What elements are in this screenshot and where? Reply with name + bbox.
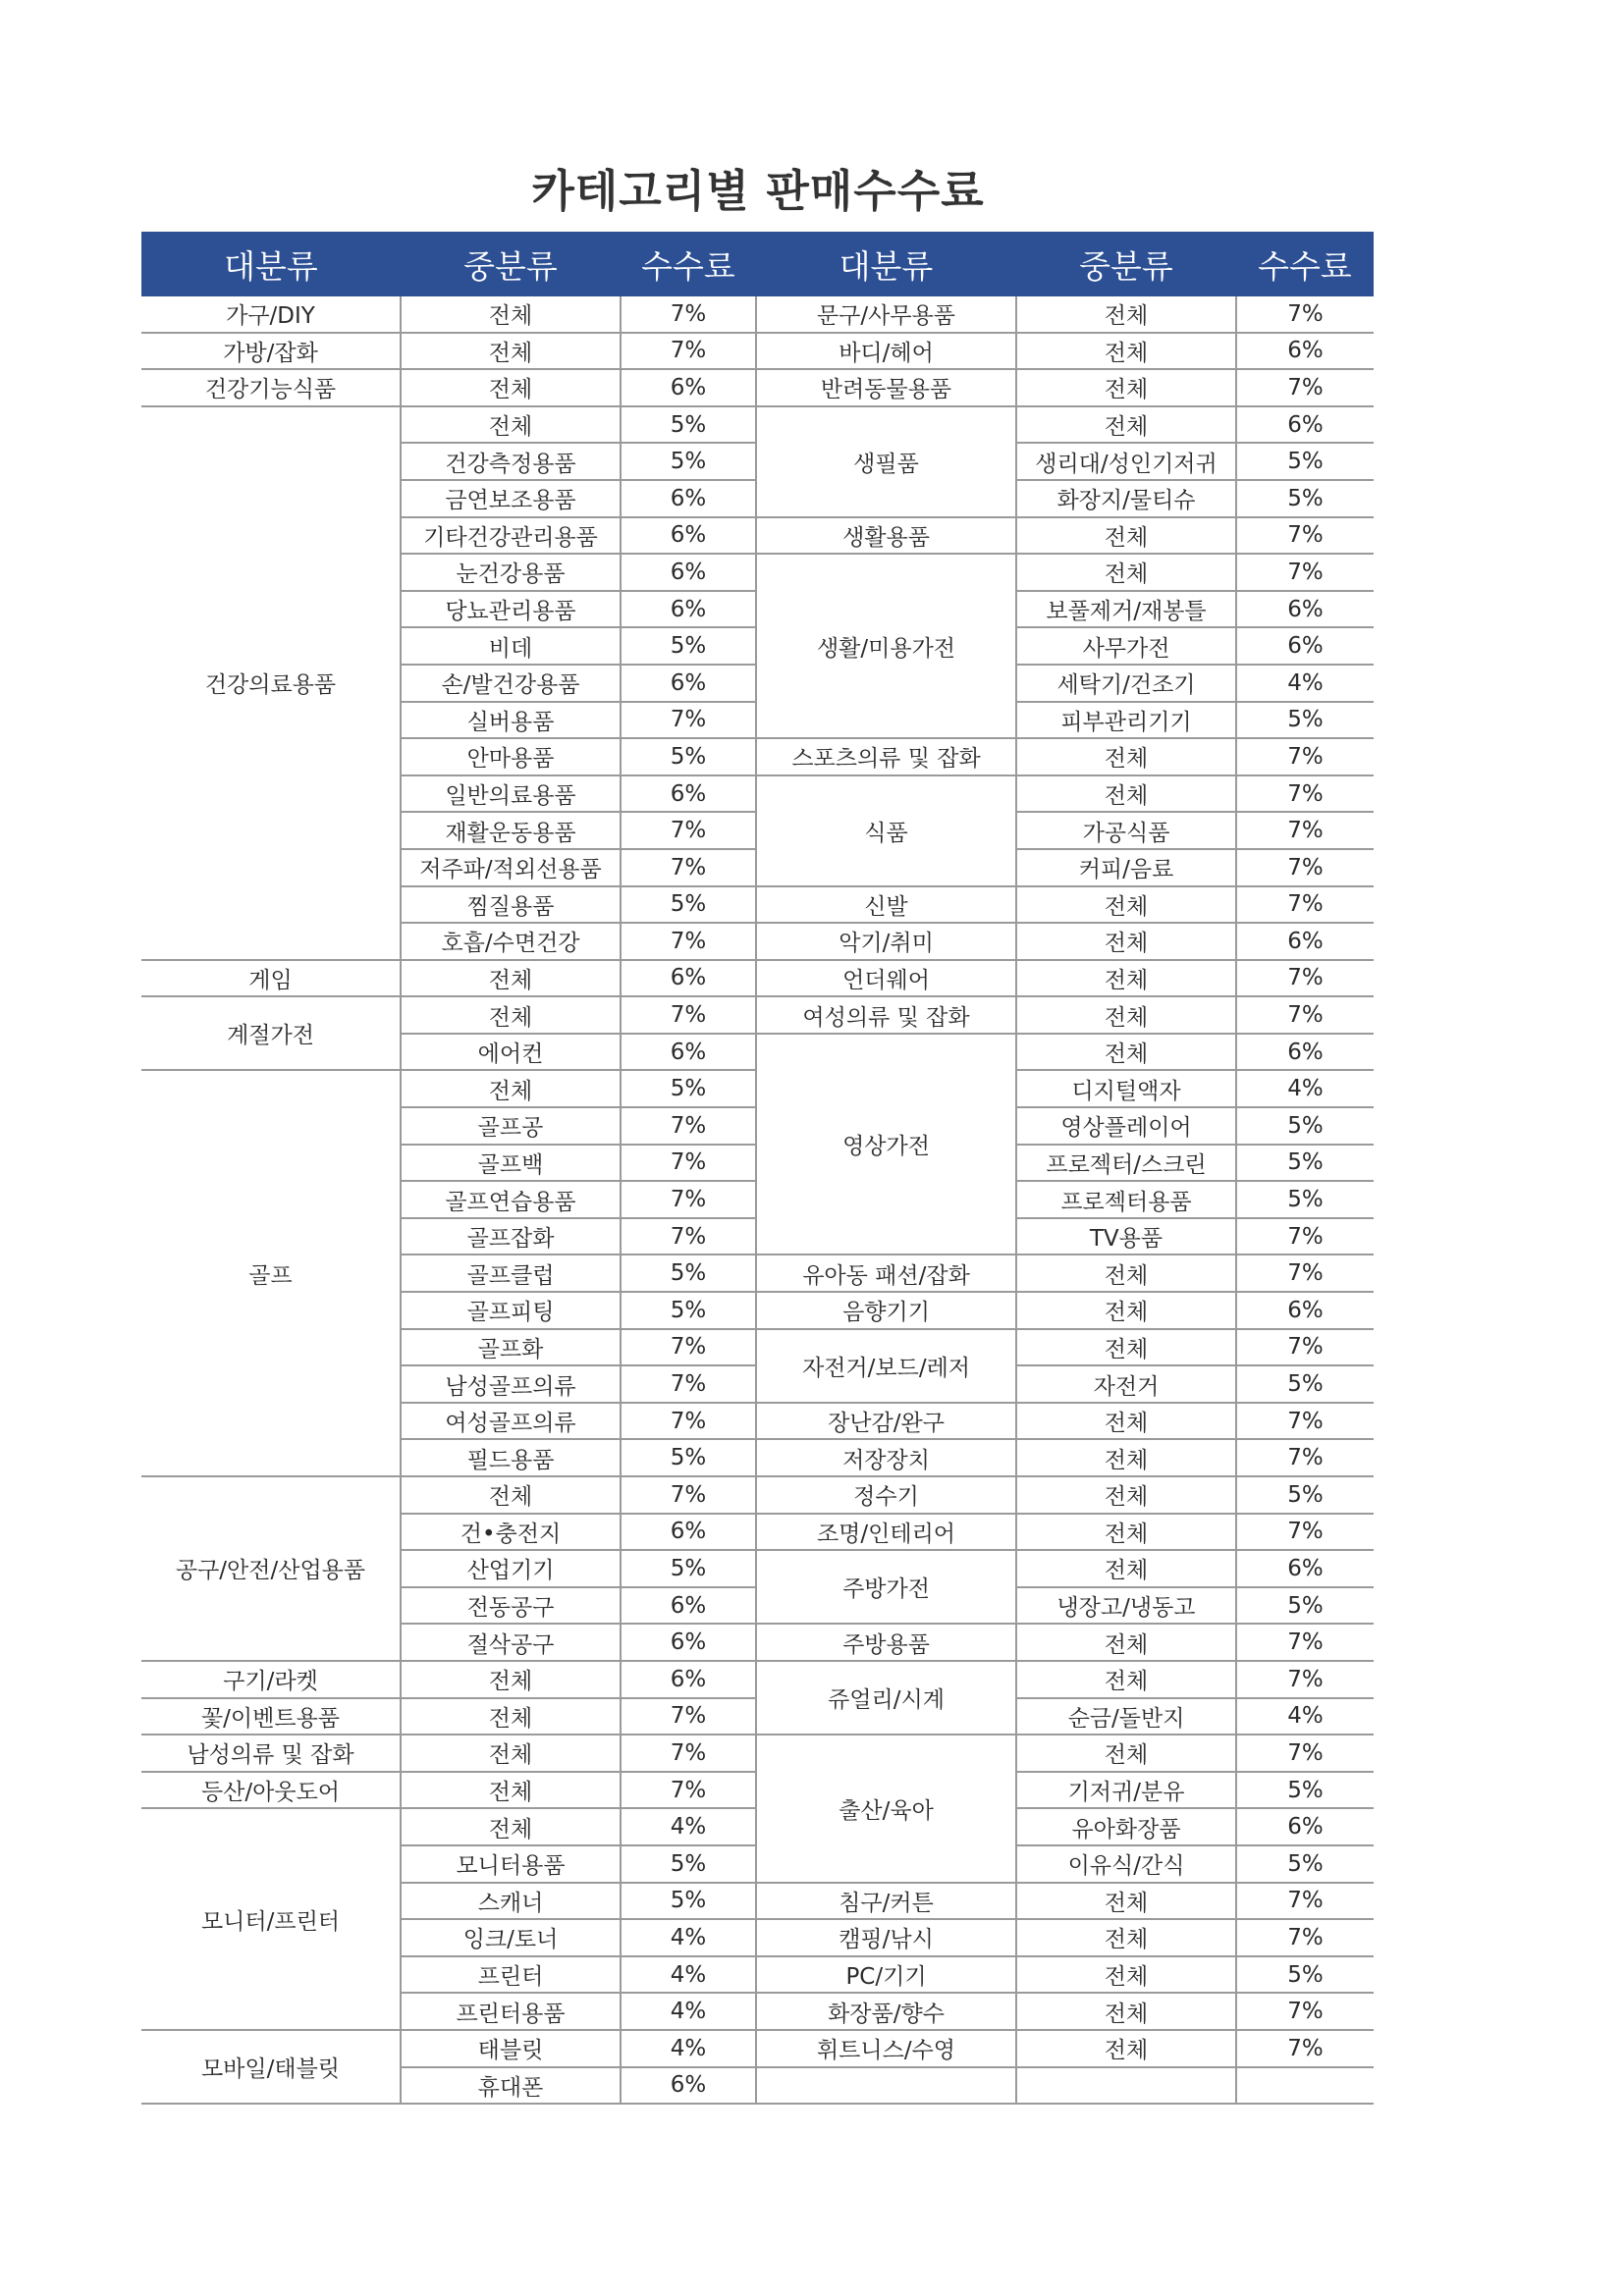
fee-cell-left: 6% bbox=[621, 554, 756, 591]
major-category-cell-right: 조명/인테리어 bbox=[756, 1514, 1016, 1551]
fee-cell-left: 5% bbox=[621, 406, 756, 444]
fee-cell-left: 6% bbox=[621, 1514, 756, 1551]
major-category-cell-right: 침구/커튼 bbox=[756, 1883, 1016, 1920]
fee-cell-left: 7% bbox=[621, 1772, 756, 1809]
sub-category-cell-left: 전체 bbox=[401, 960, 621, 997]
fee-cell-left: 5% bbox=[621, 1292, 756, 1329]
sub-category-cell-left: 골프연습용품 bbox=[401, 1181, 621, 1218]
major-category-cell-right: 생활/미용가전 bbox=[756, 554, 1016, 738]
table-row bbox=[141, 406, 1374, 444]
fee-cell-right: 5% bbox=[1236, 1107, 1374, 1145]
fee-cell-right: 5% bbox=[1236, 1956, 1374, 1994]
fee-cell-left: 6% bbox=[621, 1587, 756, 1625]
fee-cell-right: 6% bbox=[1236, 1550, 1374, 1587]
sub-category-cell-left: 프린터 bbox=[401, 1956, 621, 1994]
header-sub-category-left: 중분류 bbox=[401, 232, 621, 296]
fee-cell-right: 6% bbox=[1236, 923, 1374, 960]
fee-cell-left: 6% bbox=[621, 591, 756, 628]
sub-category-cell-right: 순금/돌반지 bbox=[1016, 1698, 1236, 1735]
fee-cell-right: 5% bbox=[1236, 1365, 1374, 1403]
fee-cell-left: 7% bbox=[621, 296, 756, 333]
sub-category-cell-right: 전체 bbox=[1016, 517, 1236, 555]
header-fee-left: 수수료 bbox=[621, 232, 756, 296]
fee-cell-right: 7% bbox=[1236, 1993, 1374, 2030]
fee-cell-right: 7% bbox=[1236, 2030, 1374, 2067]
sub-category-cell-right: 전체 bbox=[1016, 1403, 1236, 1440]
sub-category-cell-left: 금연보조용품 bbox=[401, 480, 621, 517]
sub-category-cell-right: 전체 bbox=[1016, 1550, 1236, 1587]
fee-cell-left: 4% bbox=[621, 1919, 756, 1956]
fee-cell-right: 7% bbox=[1236, 812, 1374, 849]
table-row bbox=[141, 996, 1374, 1034]
header-sub-category-right: 중분류 bbox=[1016, 232, 1236, 296]
sub-category-cell-left: 일반의료용품 bbox=[401, 775, 621, 813]
major-category-cell-right: 유아동 패션/잡화 bbox=[756, 1255, 1016, 1292]
fee-cell-right: 5% bbox=[1236, 1587, 1374, 1625]
fee-cell-left: 7% bbox=[621, 1107, 756, 1145]
fee-cell-left: 7% bbox=[621, 923, 756, 960]
sub-category-cell-left: 전동공구 bbox=[401, 1587, 621, 1625]
fee-cell-left: 5% bbox=[621, 627, 756, 665]
major-category-cell-left: 건강의료용품 bbox=[141, 406, 401, 960]
sub-category-cell-right: 전체 bbox=[1016, 2030, 1236, 2067]
fee-cell-right: 7% bbox=[1236, 1624, 1374, 1661]
sub-category-cell-left: 산업기기 bbox=[401, 1550, 621, 1587]
major-category-cell-right: 생필품 bbox=[756, 406, 1016, 517]
major-category-cell-right: 쥬얼리/시계 bbox=[756, 1661, 1016, 1735]
fee-cell-right: 4% bbox=[1236, 1070, 1374, 1107]
sub-category-cell-right: 프로젝터/스크린 bbox=[1016, 1145, 1236, 1182]
fee-cell-left: 4% bbox=[621, 2030, 756, 2067]
fee-cell-left: 4% bbox=[621, 1993, 756, 2030]
fee-cell-left: 7% bbox=[621, 333, 756, 370]
major-category-cell-left: 가방/잡화 bbox=[141, 333, 401, 370]
fee-cell-right: 7% bbox=[1236, 554, 1374, 591]
fee-cell-right: 5% bbox=[1236, 1145, 1374, 1182]
major-category-cell-left: 골프 bbox=[141, 1070, 401, 1476]
sub-category-cell-left: 남성골프의류 bbox=[401, 1365, 621, 1403]
major-category-cell-right: 생활용품 bbox=[756, 517, 1016, 555]
sub-category-cell-right: 전체 bbox=[1016, 960, 1236, 997]
table-row bbox=[141, 1661, 1374, 1698]
sub-category-cell-right: 전체 bbox=[1016, 406, 1236, 444]
sub-category-cell-right: 프로젝터용품 bbox=[1016, 1181, 1236, 1218]
table-row bbox=[141, 369, 1374, 406]
sub-category-cell-left: 전체 bbox=[401, 1808, 621, 1845]
major-category-cell-right: 장난감/완구 bbox=[756, 1403, 1016, 1440]
fee-cell-right: 5% bbox=[1236, 1476, 1374, 1514]
major-category-cell-left: 게임 bbox=[141, 960, 401, 997]
major-category-cell-left: 모니터/프린터 bbox=[141, 1808, 401, 2030]
fee-cell-left: 5% bbox=[621, 1550, 756, 1587]
major-category-cell-right: 음향기기 bbox=[756, 1292, 1016, 1329]
sub-category-cell-left: 실버용품 bbox=[401, 702, 621, 739]
table-row bbox=[141, 296, 1374, 333]
fee-cell-left: 6% bbox=[621, 1661, 756, 1698]
sub-category-cell-left: 전체 bbox=[401, 1735, 621, 1772]
sub-category-cell-left: 골프공 bbox=[401, 1107, 621, 1145]
sub-category-cell-right: 화장지/물티슈 bbox=[1016, 480, 1236, 517]
sub-category-cell-right: 전체 bbox=[1016, 886, 1236, 924]
sub-category-cell-right: 영상플레이어 bbox=[1016, 1107, 1236, 1145]
sub-category-cell-left: 전체 bbox=[401, 1772, 621, 1809]
table-body bbox=[141, 296, 1374, 2104]
sub-category-cell-left: 절삭공구 bbox=[401, 1624, 621, 1661]
major-category-cell-left: 계절가전 bbox=[141, 996, 401, 1070]
table-row bbox=[141, 1735, 1374, 1772]
fee-cell-right: 5% bbox=[1236, 480, 1374, 517]
sub-category-cell-right: 냉장고/냉동고 bbox=[1016, 1587, 1236, 1625]
sub-category-cell-right: 자전거 bbox=[1016, 1365, 1236, 1403]
sub-category-cell-left: 전체 bbox=[401, 406, 621, 444]
fee-cell-left: 6% bbox=[621, 960, 756, 997]
fee-cell-left: 7% bbox=[621, 1403, 756, 1440]
sub-category-cell-left: 전체 bbox=[401, 1698, 621, 1735]
sub-category-cell-right: 전체 bbox=[1016, 1624, 1236, 1661]
major-category-cell-right: 영상가전 bbox=[756, 1034, 1016, 1255]
fee-cell-left: 6% bbox=[621, 665, 756, 702]
table-row bbox=[141, 960, 1374, 997]
sub-category-cell-left: 건강측정용품 bbox=[401, 443, 621, 480]
fee-cell-left: 6% bbox=[621, 2067, 756, 2105]
major-category-cell-right: 휘트니스/수영 bbox=[756, 2030, 1016, 2067]
fee-cell-right: 7% bbox=[1236, 996, 1374, 1034]
fee-cell-right: 5% bbox=[1236, 702, 1374, 739]
fee-cell-right: 7% bbox=[1236, 1329, 1374, 1366]
major-category-cell-right: 자전거/보드/레저 bbox=[756, 1329, 1016, 1403]
fee-cell-right: 7% bbox=[1236, 775, 1374, 813]
major-category-cell-left: 구기/라켓 bbox=[141, 1661, 401, 1698]
fee-cell-left: 7% bbox=[621, 1181, 756, 1218]
sub-category-cell-left: 골프피팅 bbox=[401, 1292, 621, 1329]
sub-category-cell-right: 전체 bbox=[1016, 738, 1236, 775]
fee-cell-right: 5% bbox=[1236, 443, 1374, 480]
fee-cell-right: 4% bbox=[1236, 1698, 1374, 1735]
fee-cell-right: 7% bbox=[1236, 1883, 1374, 1920]
fee-cell-right: 6% bbox=[1236, 1034, 1374, 1071]
sub-category-cell-right: 전체 bbox=[1016, 1956, 1236, 1994]
major-category-cell-right: 여성의류 및 잡화 bbox=[756, 996, 1016, 1034]
fee-cell-right: 7% bbox=[1236, 1735, 1374, 1772]
fee-cell-left: 6% bbox=[621, 480, 756, 517]
sub-category-cell-left: 비데 bbox=[401, 627, 621, 665]
fee-cell-right: 7% bbox=[1236, 849, 1374, 886]
sub-category-cell-right: 전체 bbox=[1016, 775, 1236, 813]
major-category-cell-right: 캠핑/낚시 bbox=[756, 1919, 1016, 1956]
fee-cell-left: 5% bbox=[621, 1070, 756, 1107]
sub-category-cell-left: 골프잡화 bbox=[401, 1218, 621, 1255]
fee-cell-left: 5% bbox=[621, 1883, 756, 1920]
sub-category-cell-right: 전체 bbox=[1016, 1476, 1236, 1514]
fee-cell-left: 6% bbox=[621, 369, 756, 406]
sub-category-cell-left: 골프백 bbox=[401, 1145, 621, 1182]
sub-category-cell-right: 보풀제거/재봉틀 bbox=[1016, 591, 1236, 628]
fee-cell-left: 7% bbox=[621, 996, 756, 1034]
fee-cell-left: 6% bbox=[621, 1624, 756, 1661]
sub-category-cell-right: 전체 bbox=[1016, 1883, 1236, 1920]
fee-cell-right: 4% bbox=[1236, 665, 1374, 702]
sub-category-cell-right: 전체 bbox=[1016, 1034, 1236, 1071]
header-major-category-left: 대분류 bbox=[141, 232, 401, 296]
major-category-cell-left: 건강기능식품 bbox=[141, 369, 401, 406]
header-row bbox=[141, 232, 1374, 296]
fee-cell-right: 7% bbox=[1236, 1403, 1374, 1440]
major-category-cell-right: 주방가전 bbox=[756, 1550, 1016, 1624]
sub-category-cell-right: 전체 bbox=[1016, 996, 1236, 1034]
fee-cell-right: 7% bbox=[1236, 296, 1374, 333]
fee-cell-left: 7% bbox=[621, 812, 756, 849]
sub-category-cell-left: 기타건강관리용품 bbox=[401, 517, 621, 555]
page-title: 카테고리별 판매수수료 bbox=[531, 165, 985, 217]
sub-category-cell-left: 당뇨관리용품 bbox=[401, 591, 621, 628]
fee-cell-right: 7% bbox=[1236, 738, 1374, 775]
fee-cell-left: 5% bbox=[621, 1845, 756, 1883]
sub-category-cell-left: 골프화 bbox=[401, 1329, 621, 1366]
major-category-cell-left: 가구/DIY bbox=[141, 296, 401, 333]
sub-category-cell-right: 전체 bbox=[1016, 1661, 1236, 1698]
sub-category-cell-right: 커피/음료 bbox=[1016, 849, 1236, 886]
sub-category-cell-right: 전체 bbox=[1016, 1735, 1236, 1772]
fee-cell-left: 7% bbox=[621, 849, 756, 886]
sub-category-cell-right: 유아화장품 bbox=[1016, 1808, 1236, 1845]
major-category-cell-right: 식품 bbox=[756, 775, 1016, 886]
sub-category-cell-right: 전체 bbox=[1016, 1514, 1236, 1551]
sub-category-cell-right: 디지털액자 bbox=[1016, 1070, 1236, 1107]
fee-cell-left: 7% bbox=[621, 702, 756, 739]
fee-cell-right: 7% bbox=[1236, 517, 1374, 555]
sub-category-cell-left: 손/발건강용품 bbox=[401, 665, 621, 702]
fee-cell-left: 7% bbox=[621, 1218, 756, 1255]
sub-category-cell-left: 전체 bbox=[401, 1661, 621, 1698]
fee-cell-left: 5% bbox=[621, 443, 756, 480]
sub-category-cell-right: 전체 bbox=[1016, 369, 1236, 406]
fee-cell-right: 5% bbox=[1236, 1845, 1374, 1883]
table-header bbox=[141, 232, 1374, 296]
fee-cell-left: 5% bbox=[621, 1255, 756, 1292]
major-category-cell-right: 저장장치 bbox=[756, 1439, 1016, 1476]
fee-cell-left: 7% bbox=[621, 1476, 756, 1514]
sub-category-cell-right: 피부관리기기 bbox=[1016, 702, 1236, 739]
sub-category-cell-left: 프린터용품 bbox=[401, 1993, 621, 2030]
fee-cell-right: 6% bbox=[1236, 1292, 1374, 1329]
sub-category-cell-left: 전체 bbox=[401, 1070, 621, 1107]
sub-category-cell-left: 건•충전지 bbox=[401, 1514, 621, 1551]
fee-cell-right: 6% bbox=[1236, 1808, 1374, 1845]
table-row bbox=[141, 333, 1374, 370]
fee-cell-right: 7% bbox=[1236, 1218, 1374, 1255]
fee-cell-right: 5% bbox=[1236, 1772, 1374, 1809]
sub-category-cell-left: 호흡/수면건강 bbox=[401, 923, 621, 960]
major-category-cell-right: 반려동물용품 bbox=[756, 369, 1016, 406]
major-category-cell-right: 바디/헤어 bbox=[756, 333, 1016, 370]
fee-cell-right: 7% bbox=[1236, 1439, 1374, 1476]
fee-cell-right: 7% bbox=[1236, 1255, 1374, 1292]
fee-cell-left: 7% bbox=[621, 1329, 756, 1366]
fee-cell-right: 7% bbox=[1236, 1661, 1374, 1698]
major-category-cell-right: 스포츠의류 및 잡화 bbox=[756, 738, 1016, 775]
major-category-cell-right: 정수기 bbox=[756, 1476, 1016, 1514]
fee-cell-right: 7% bbox=[1236, 1919, 1374, 1956]
sub-category-cell-left: 모니터용품 bbox=[401, 1845, 621, 1883]
sub-category-cell-left: 여성골프의류 bbox=[401, 1403, 621, 1440]
fee-cell-right: 6% bbox=[1236, 406, 1374, 444]
major-category-cell-left: 남성의류 및 잡화 bbox=[141, 1735, 401, 1772]
fee-cell-right: 6% bbox=[1236, 333, 1374, 370]
major-category-cell-right: 출산/육아 bbox=[756, 1735, 1016, 1882]
sub-category-cell-right: TV용품 bbox=[1016, 1218, 1236, 1255]
sub-category-cell-right: 생리대/성인기저귀 bbox=[1016, 443, 1236, 480]
fee-cell-right: 7% bbox=[1236, 886, 1374, 924]
sub-category-cell-right: 전체 bbox=[1016, 1919, 1236, 1956]
sub-category-cell-right: 전체 bbox=[1016, 1439, 1236, 1476]
sub-category-cell-left: 전체 bbox=[401, 296, 621, 333]
sub-category-cell-right: 사무가전 bbox=[1016, 627, 1236, 665]
major-category-cell-left: 꽃/이벤트용품 bbox=[141, 1698, 401, 1735]
sub-category-cell-right: 가공식품 bbox=[1016, 812, 1236, 849]
empty-cell bbox=[756, 2067, 1016, 2105]
fee-cell-right: 7% bbox=[1236, 369, 1374, 406]
empty-cell bbox=[1236, 2067, 1374, 2105]
major-category-cell-left: 공구/안전/산업용품 bbox=[141, 1476, 401, 1661]
sub-category-cell-left: 안마용품 bbox=[401, 738, 621, 775]
sub-category-cell-right: 전체 bbox=[1016, 1329, 1236, 1366]
major-category-cell-right: 악기/취미 bbox=[756, 923, 1016, 960]
sub-category-cell-left: 전체 bbox=[401, 333, 621, 370]
fee-cell-left: 4% bbox=[621, 1808, 756, 1845]
sub-category-cell-left: 에어컨 bbox=[401, 1034, 621, 1071]
major-category-cell-left: 등산/아웃도어 bbox=[141, 1772, 401, 1809]
sub-category-cell-right: 기저귀/분유 bbox=[1016, 1772, 1236, 1809]
fee-cell-right: 5% bbox=[1236, 1181, 1374, 1218]
fee-cell-right: 7% bbox=[1236, 1514, 1374, 1551]
empty-cell bbox=[1016, 2067, 1236, 2105]
fee-cell-left: 6% bbox=[621, 775, 756, 813]
sub-category-cell-left: 재활운동용품 bbox=[401, 812, 621, 849]
sub-category-cell-left: 전체 bbox=[401, 369, 621, 406]
fee-cell-left: 6% bbox=[621, 517, 756, 555]
header-fee-right: 수수료 bbox=[1236, 232, 1374, 296]
sub-category-cell-right: 전체 bbox=[1016, 296, 1236, 333]
fee-cell-left: 7% bbox=[621, 1145, 756, 1182]
major-category-cell-left: 모바일/태블릿 bbox=[141, 2030, 401, 2104]
commission-table bbox=[141, 232, 1374, 2105]
sub-category-cell-left: 눈건강용품 bbox=[401, 554, 621, 591]
sub-category-cell-right: 세탁기/건조기 bbox=[1016, 665, 1236, 702]
sub-category-cell-left: 휴대폰 bbox=[401, 2067, 621, 2105]
sub-category-cell-left: 전체 bbox=[401, 996, 621, 1034]
sub-category-cell-right: 이유식/간식 bbox=[1016, 1845, 1236, 1883]
fee-cell-right: 6% bbox=[1236, 591, 1374, 628]
sub-category-cell-right: 전체 bbox=[1016, 333, 1236, 370]
sub-category-cell-left: 필드용품 bbox=[401, 1439, 621, 1476]
table-row bbox=[141, 2030, 1374, 2067]
sub-category-cell-right: 전체 bbox=[1016, 1292, 1236, 1329]
sub-category-cell-left: 잉크/토너 bbox=[401, 1919, 621, 1956]
sub-category-cell-left: 태블릿 bbox=[401, 2030, 621, 2067]
header-major-category-right: 대분류 bbox=[756, 232, 1016, 296]
sub-category-cell-left: 찜질용품 bbox=[401, 886, 621, 924]
sub-category-cell-right: 전체 bbox=[1016, 1993, 1236, 2030]
major-category-cell-right: 주방용품 bbox=[756, 1624, 1016, 1661]
sub-category-cell-right: 전체 bbox=[1016, 1255, 1236, 1292]
fee-cell-left: 7% bbox=[621, 1698, 756, 1735]
fee-cell-left: 5% bbox=[621, 886, 756, 924]
major-category-cell-right: 언더웨어 bbox=[756, 960, 1016, 997]
sub-category-cell-right: 전체 bbox=[1016, 923, 1236, 960]
sub-category-cell-right: 전체 bbox=[1016, 554, 1236, 591]
fee-cell-left: 6% bbox=[621, 1034, 756, 1071]
fee-cell-left: 5% bbox=[621, 738, 756, 775]
sub-category-cell-left: 골프클럽 bbox=[401, 1255, 621, 1292]
fee-cell-left: 4% bbox=[621, 1956, 756, 1994]
major-category-cell-right: PC/기기 bbox=[756, 1956, 1016, 1994]
fee-cell-left: 5% bbox=[621, 1439, 756, 1476]
fee-cell-right: 6% bbox=[1236, 627, 1374, 665]
sub-category-cell-left: 저주파/적외선용품 bbox=[401, 849, 621, 886]
major-category-cell-right: 문구/사무용품 bbox=[756, 296, 1016, 333]
sub-category-cell-left: 전체 bbox=[401, 1476, 621, 1514]
fee-cell-left: 7% bbox=[621, 1735, 756, 1772]
sub-category-cell-left: 스캐너 bbox=[401, 1883, 621, 1920]
table-row bbox=[141, 1476, 1374, 1514]
fee-cell-left: 7% bbox=[621, 1365, 756, 1403]
major-category-cell-right: 신발 bbox=[756, 886, 1016, 924]
fee-cell-right: 7% bbox=[1236, 960, 1374, 997]
major-category-cell-right: 화장품/향수 bbox=[756, 1993, 1016, 2030]
